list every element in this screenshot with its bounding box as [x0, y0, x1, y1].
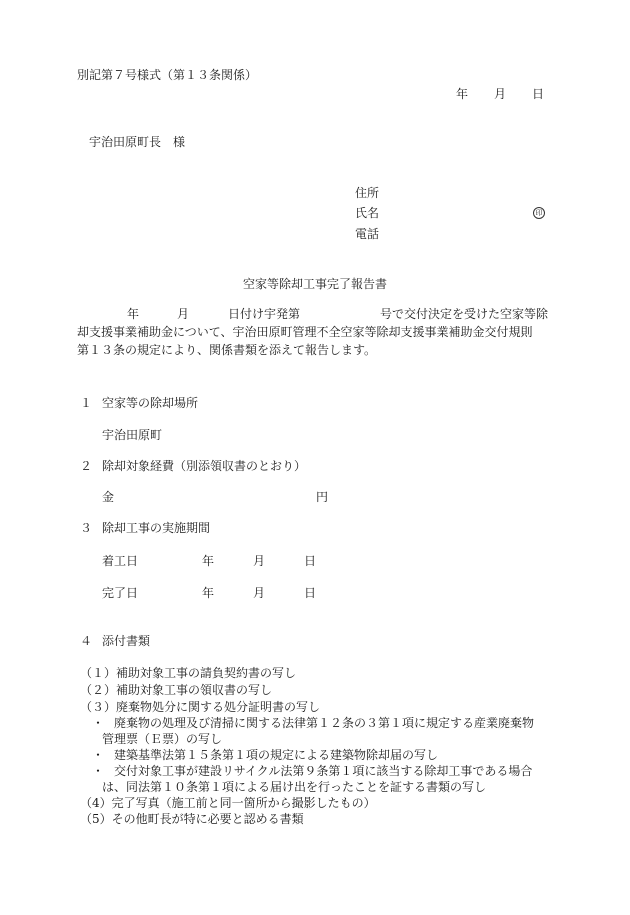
document-title: 空家等除却工事完了報告書: [243, 277, 388, 291]
start-date-label: 着工日: [102, 554, 139, 568]
form-number: 別記第７号様式（第１３条関係）: [77, 68, 258, 82]
date-day-label: 日: [532, 87, 545, 101]
end-date-label: 完了日: [102, 586, 139, 600]
section-1-number: １: [80, 396, 93, 410]
section-3-number: ３: [80, 521, 93, 535]
end-year: 年: [202, 586, 215, 600]
start-year: 年: [202, 554, 215, 568]
bullet-1: ・: [92, 716, 105, 730]
seal-icon: 印: [533, 207, 545, 219]
intro-date-suffix: 日付け宇発第: [228, 307, 301, 321]
addressee: 宇治田原町長 様: [89, 135, 186, 149]
phone-label: 電話: [355, 227, 380, 241]
amount-prefix: 金: [102, 490, 115, 504]
section-2-number: ２: [80, 459, 93, 473]
name-label: 氏名: [355, 206, 380, 220]
sub-item-3-line-1: 交付対象工事が建設リサイクル法第９条第１項に該当する除却工事である場合: [114, 764, 533, 778]
sub-item-1-line-2: 管理票（Ｅ票）の写し: [102, 732, 223, 746]
amount-suffix: 円: [316, 490, 329, 504]
intro-year: 年: [127, 307, 140, 321]
sub-item-2: 建築基準法第１５条第１項の規定による建築物除却届の写し: [114, 748, 439, 762]
attachment-item-5: （5）その他町長が特に必要と認める書類: [80, 812, 304, 826]
section-1-heading: 空家等の除却場所: [102, 396, 199, 410]
section-2-heading: 除却対象経費（別添領収書のとおり）: [102, 459, 307, 473]
attachment-item-3: （３）廃棄物処分に関する処分証明書の写し: [80, 700, 321, 714]
start-month: 月: [253, 554, 266, 568]
intro-line-2: 却支援事業補助金について、宇治田原町管理不全空家等除却支援事業補助金交付規則: [77, 325, 533, 339]
intro-number-suffix: 号で交付決定を受けた空家等除: [380, 307, 549, 321]
section-4-number: ４: [80, 634, 93, 648]
sub-item-1-line-1: 廃棄物の処理及び清掃に関する法律第１２条の３第１項に規定する産業廃棄物: [114, 716, 535, 730]
date-year-label: 年: [456, 87, 469, 101]
attachment-item-2: （２）補助対象工事の領収書の写し: [80, 683, 273, 697]
date-month-label: 月: [494, 87, 507, 101]
intro-line-3: 第１３条の規定により、関係書類を添えて報告します。: [77, 343, 377, 357]
section-3-heading: 除却工事の実施期間: [102, 521, 211, 535]
address-label: 住所: [355, 186, 380, 200]
attachment-item-1: （１）補助対象工事の請負契約書の写し: [80, 666, 297, 680]
removal-location: 宇治田原町: [102, 428, 163, 442]
bullet-3: ・: [92, 764, 105, 778]
intro-month: 月: [177, 307, 190, 321]
section-4-heading: 添付書類: [102, 634, 151, 648]
bullet-2: ・: [92, 748, 105, 762]
attachment-item-4: （4）完了写真（施工前と同一箇所から撮影したもの）: [80, 796, 376, 810]
sub-item-3-line-2: は、同法第１０条第１項による届け出を行ったことを証する書類の写し: [102, 780, 487, 794]
end-month: 月: [253, 586, 266, 600]
end-day: 日: [304, 586, 317, 600]
start-day: 日: [304, 554, 317, 568]
